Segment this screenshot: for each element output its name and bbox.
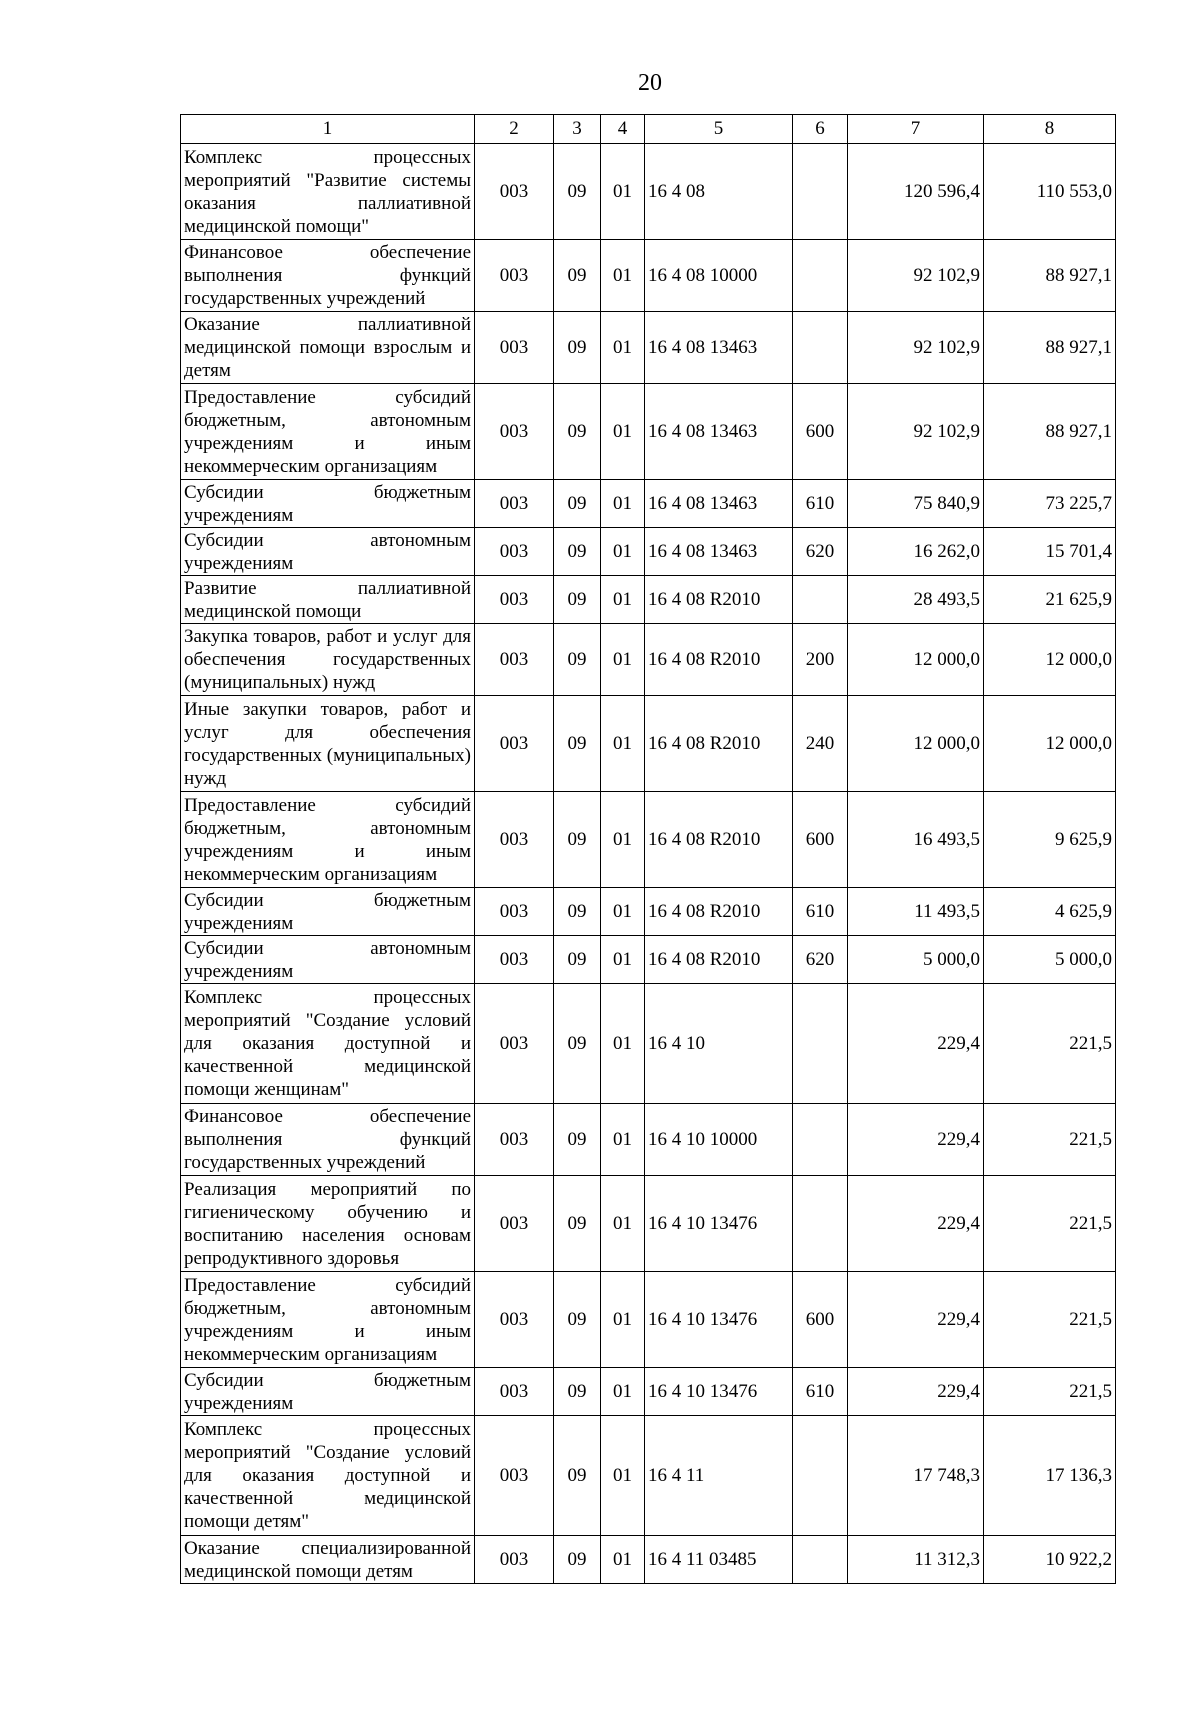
ministry-code: 003 [475, 384, 554, 480]
table-row [181, 1176, 1116, 1272]
amount-col-8: 9 625,9 [984, 792, 1116, 888]
table-row [181, 936, 1116, 984]
amount-col-8: 88 927,1 [984, 384, 1116, 480]
item-name: Субсидии автономным учреждениям [181, 936, 475, 984]
column-header: 3 [554, 115, 601, 144]
subsection-code: 01 [601, 696, 645, 792]
target-article-code: 16 4 08 13463 [645, 528, 793, 576]
expense-type-code: 600 [793, 384, 848, 480]
table-row [181, 528, 1116, 576]
ministry-code: 003 [475, 792, 554, 888]
target-article-code: 16 4 11 [645, 1416, 793, 1536]
amount-col-7: 229,4 [848, 1368, 984, 1416]
section-code: 09 [554, 240, 601, 312]
item-name: Субсидии бюджетным учреждениям [181, 1368, 475, 1416]
amount-col-7: 75 840,9 [848, 480, 984, 528]
amount-col-8: 221,5 [984, 1176, 1116, 1272]
amount-col-7: 229,4 [848, 1104, 984, 1176]
expense-type-code: 610 [793, 888, 848, 936]
ministry-code: 003 [475, 576, 554, 624]
section-code: 09 [554, 528, 601, 576]
table-row [181, 144, 1116, 240]
column-header: 8 [984, 115, 1116, 144]
table-row [181, 1368, 1116, 1416]
amount-col-7: 229,4 [848, 1272, 984, 1368]
ministry-code: 003 [475, 624, 554, 696]
ministry-code: 003 [475, 696, 554, 792]
expense-type-code: 620 [793, 936, 848, 984]
table-row [181, 1272, 1116, 1368]
section-code: 09 [554, 936, 601, 984]
section-code: 09 [554, 1104, 601, 1176]
amount-col-8: 5 000,0 [984, 936, 1116, 984]
subsection-code: 01 [601, 624, 645, 696]
ministry-code: 003 [475, 936, 554, 984]
subsection-code: 01 [601, 1416, 645, 1536]
section-code: 09 [554, 792, 601, 888]
section-code: 09 [554, 1368, 601, 1416]
target-article-code: 16 4 11 03485 [645, 1536, 793, 1584]
section-code: 09 [554, 384, 601, 480]
ministry-code: 003 [475, 1104, 554, 1176]
expense-type-code [793, 1416, 848, 1536]
amount-col-7: 229,4 [848, 1176, 984, 1272]
column-header: 5 [645, 115, 793, 144]
item-name: Субсидии автономным учреждениям [181, 528, 475, 576]
expense-type-code [793, 1104, 848, 1176]
target-article-code: 16 4 08 [645, 144, 793, 240]
ministry-code: 003 [475, 528, 554, 576]
amount-col-7: 16 262,0 [848, 528, 984, 576]
table-row [181, 576, 1116, 624]
expense-type-code [793, 312, 848, 384]
target-article-code: 16 4 10 13476 [645, 1176, 793, 1272]
section-code: 09 [554, 312, 601, 384]
ministry-code: 003 [475, 1176, 554, 1272]
expense-type-code [793, 144, 848, 240]
amount-col-8: 21 625,9 [984, 576, 1116, 624]
target-article-code: 16 4 08 R2010 [645, 792, 793, 888]
column-header: 1 [181, 115, 475, 144]
target-article-code: 16 4 08 10000 [645, 240, 793, 312]
table-row [181, 984, 1116, 1104]
table-row [181, 624, 1116, 696]
amount-col-7: 28 493,5 [848, 576, 984, 624]
item-name: Комплекс процессных мероприятий "Создание условий для оказания доступной и качественной медицинской помощи женщинам" [181, 984, 475, 1104]
item-name: Закупка товаров, работ и услуг для обеспечения государственных (муниципальных) нужд [181, 624, 475, 696]
ministry-code: 003 [475, 888, 554, 936]
ministry-code: 003 [475, 984, 554, 1104]
subsection-code: 01 [601, 240, 645, 312]
target-article-code: 16 4 10 13476 [645, 1368, 793, 1416]
table-row [181, 888, 1116, 936]
expense-type-code: 610 [793, 1368, 848, 1416]
amount-col-8: 15 701,4 [984, 528, 1116, 576]
expense-type-code: 610 [793, 480, 848, 528]
section-code: 09 [554, 480, 601, 528]
subsection-code: 01 [601, 1368, 645, 1416]
amount-col-7: 92 102,9 [848, 312, 984, 384]
amount-col-7: 92 102,9 [848, 384, 984, 480]
amount-col-8: 12 000,0 [984, 696, 1116, 792]
column-header: 6 [793, 115, 848, 144]
subsection-code: 01 [601, 528, 645, 576]
target-article-code: 16 4 10 10000 [645, 1104, 793, 1176]
target-article-code: 16 4 10 [645, 984, 793, 1104]
table-row [181, 240, 1116, 312]
item-name: Финансовое обеспечение выполнения функций государственных учреждений [181, 1104, 475, 1176]
amount-col-8: 12 000,0 [984, 624, 1116, 696]
section-code: 09 [554, 1272, 601, 1368]
item-name: Субсидии бюджетным учреждениям [181, 480, 475, 528]
amount-col-7: 120 596,4 [848, 144, 984, 240]
target-article-code: 16 4 08 R2010 [645, 696, 793, 792]
amount-col-8: 10 922,2 [984, 1536, 1116, 1584]
section-code: 09 [554, 888, 601, 936]
item-name: Предоставление субсидий бюджетным, автономным учреждениям и иным некоммерческим организациям [181, 1272, 475, 1368]
expense-type-code [793, 1536, 848, 1584]
target-article-code: 16 4 08 13463 [645, 384, 793, 480]
amount-col-8: 88 927,1 [984, 312, 1116, 384]
ministry-code: 003 [475, 144, 554, 240]
expense-type-code [793, 984, 848, 1104]
amount-col-7: 16 493,5 [848, 792, 984, 888]
subsection-code: 01 [601, 888, 645, 936]
table-row [181, 1104, 1116, 1176]
section-code: 09 [554, 984, 601, 1104]
column-header: 2 [475, 115, 554, 144]
expense-type-code: 200 [793, 624, 848, 696]
expense-type-code [793, 240, 848, 312]
item-name: Реализация мероприятий по гигиеническому обучению и воспитанию населения основам репродуктивного здоровья [181, 1176, 475, 1272]
target-article-code: 16 4 08 13463 [645, 312, 793, 384]
table-row [181, 480, 1116, 528]
subsection-code: 01 [601, 144, 645, 240]
section-code: 09 [554, 624, 601, 696]
table-row [181, 1416, 1116, 1536]
page-number: 20 [638, 70, 662, 96]
item-name: Оказание паллиативной медицинской помощи взрослым и детям [181, 312, 475, 384]
item-name: Комплекс процессных мероприятий "Создание условий для оказания доступной и качественной медицинской помощи детям" [181, 1416, 475, 1536]
target-article-code: 16 4 08 R2010 [645, 624, 793, 696]
section-code: 09 [554, 1176, 601, 1272]
item-name: Субсидии бюджетным учреждениям [181, 888, 475, 936]
amount-col-8: 221,5 [984, 1272, 1116, 1368]
subsection-code: 01 [601, 936, 645, 984]
amount-col-7: 11 493,5 [848, 888, 984, 936]
subsection-code: 01 [601, 1272, 645, 1368]
section-code: 09 [554, 1416, 601, 1536]
expense-type-code: 240 [793, 696, 848, 792]
item-name: Предоставление субсидий бюджетным, автономным учреждениям и иным некоммерческим организациям [181, 792, 475, 888]
expense-type-code [793, 576, 848, 624]
item-name: Финансовое обеспечение выполнения функций государственных учреждений [181, 240, 475, 312]
subsection-code: 01 [601, 792, 645, 888]
section-code: 09 [554, 576, 601, 624]
column-header: 7 [848, 115, 984, 144]
amount-col-7: 92 102,9 [848, 240, 984, 312]
budget-table [180, 114, 1116, 1584]
item-name: Комплекс процессных мероприятий "Развитие системы оказания паллиативной медицинской помощи" [181, 144, 475, 240]
item-name: Предоставление субсидий бюджетным, автономным учреждениям и иным некоммерческим организациям [181, 384, 475, 480]
subsection-code: 01 [601, 576, 645, 624]
target-article-code: 16 4 10 13476 [645, 1272, 793, 1368]
target-article-code: 16 4 08 13463 [645, 480, 793, 528]
ministry-code: 003 [475, 1272, 554, 1368]
subsection-code: 01 [601, 312, 645, 384]
table-header-row [181, 115, 1116, 144]
amount-col-8: 88 927,1 [984, 240, 1116, 312]
item-name: Развитие паллиативной медицинской помощи [181, 576, 475, 624]
amount-col-7: 229,4 [848, 984, 984, 1104]
column-header: 4 [601, 115, 645, 144]
section-code: 09 [554, 1536, 601, 1584]
subsection-code: 01 [601, 384, 645, 480]
amount-col-8: 4 625,9 [984, 888, 1116, 936]
target-article-code: 16 4 08 R2010 [645, 888, 793, 936]
section-code: 09 [554, 144, 601, 240]
item-name: Иные закупки товаров, работ и услуг для обеспечения государственных (муниципальных) нужд [181, 696, 475, 792]
subsection-code: 01 [601, 480, 645, 528]
amount-col-7: 17 748,3 [848, 1416, 984, 1536]
amount-col-7: 12 000,0 [848, 624, 984, 696]
table-row [181, 1536, 1116, 1584]
amount-col-7: 11 312,3 [848, 1536, 984, 1584]
expense-type-code: 620 [793, 528, 848, 576]
ministry-code: 003 [475, 1416, 554, 1536]
table-row [181, 384, 1116, 480]
amount-col-8: 17 136,3 [984, 1416, 1116, 1536]
table-row [181, 792, 1116, 888]
amount-col-7: 5 000,0 [848, 936, 984, 984]
table-row [181, 696, 1116, 792]
table-body [181, 144, 1116, 1584]
target-article-code: 16 4 08 R2010 [645, 576, 793, 624]
expense-type-code: 600 [793, 792, 848, 888]
amount-col-8: 110 553,0 [984, 144, 1116, 240]
ministry-code: 003 [475, 480, 554, 528]
amount-col-7: 12 000,0 [848, 696, 984, 792]
ministry-code: 003 [475, 1536, 554, 1584]
table-row [181, 312, 1116, 384]
ministry-code: 003 [475, 240, 554, 312]
subsection-code: 01 [601, 1176, 645, 1272]
amount-col-8: 221,5 [984, 1368, 1116, 1416]
target-article-code: 16 4 08 R2010 [645, 936, 793, 984]
amount-col-8: 73 225,7 [984, 480, 1116, 528]
subsection-code: 01 [601, 1536, 645, 1584]
subsection-code: 01 [601, 1104, 645, 1176]
ministry-code: 003 [475, 312, 554, 384]
subsection-code: 01 [601, 984, 645, 1104]
ministry-code: 003 [475, 1368, 554, 1416]
expense-type-code: 600 [793, 1272, 848, 1368]
section-code: 09 [554, 696, 601, 792]
item-name: Оказание специализированной медицинской помощи детям [181, 1536, 475, 1584]
amount-col-8: 221,5 [984, 984, 1116, 1104]
expense-type-code [793, 1176, 848, 1272]
amount-col-8: 221,5 [984, 1104, 1116, 1176]
